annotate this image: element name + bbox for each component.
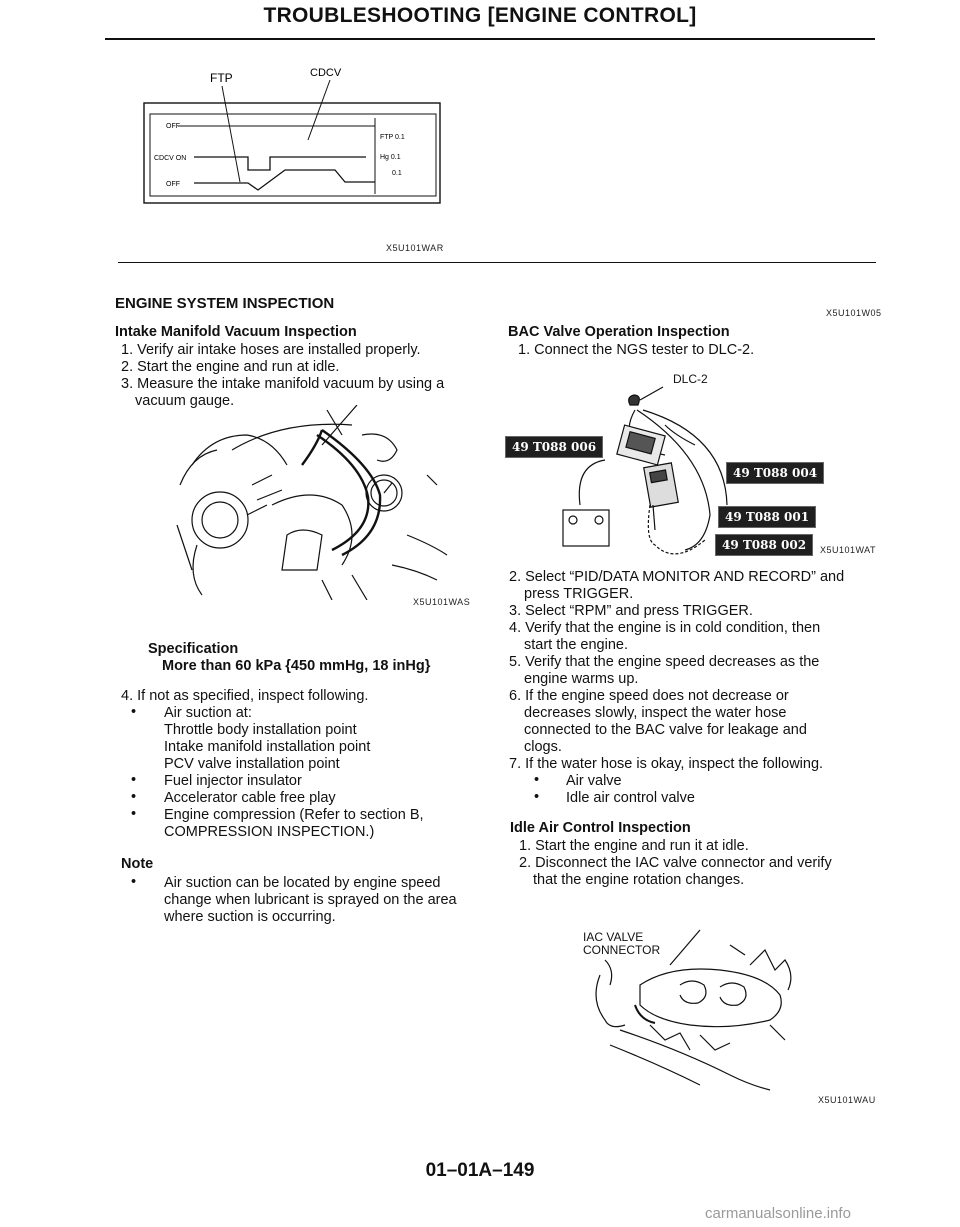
intake-step-3: 3. Measure the intake manifold vacuum by using a (121, 376, 445, 392)
bullet-dot-2: • (131, 789, 137, 805)
callout-t088-002: 49 T088 002 (716, 535, 812, 555)
iac-step-1: 1. Start the engine and run it at idle. (519, 838, 749, 854)
callout-t088-004: 49 T088 004 (727, 463, 823, 483)
note-line-1: Air suction can be located by engine speed (164, 875, 441, 891)
graph-label-off-2: OFF (166, 181, 180, 188)
section-rule (118, 262, 876, 263)
top-figure-code: X5U101WAR (386, 243, 444, 253)
bac-step-5: 5. Verify that the engine speed decreases as the (509, 654, 820, 670)
air-point-1: Throttle body installation point (164, 722, 357, 738)
callout-t088-001: 49 T088 001 (719, 507, 815, 527)
bac-step-6: 6. If the engine speed does not decrease or (509, 688, 789, 704)
bac-step-1: 1. Connect the NGS tester to DLC-2. (518, 342, 755, 358)
bac-step-3: 3. Select “RPM” and press TRIGGER. (509, 603, 753, 619)
ftp-label: FTP (210, 71, 233, 85)
intake-title: Intake Manifold Vacuum Inspection (115, 324, 357, 340)
header-rule (105, 38, 875, 40)
vacuum-gauge-illustration (172, 405, 462, 600)
note-dot: • (131, 874, 137, 890)
graph-right-label-2: Hg 0.1 (380, 154, 401, 161)
intake-step-2: 2. Start the engine and run at idle. (121, 359, 340, 375)
bullet-dot-3: • (131, 806, 137, 822)
step7-bullet-air-valve: Air valve (566, 773, 622, 789)
watermark-logo: carmanualsonline.info (705, 1205, 851, 1222)
bac-step-6-cont-2: connected to the BAC valve for leakage and (524, 722, 807, 738)
bac-step-2-cont: press TRIGGER. (524, 586, 634, 602)
iac-title: Idle Air Control Inspection (510, 820, 691, 836)
iac-figure-code: X5U101WAU (818, 1095, 876, 1105)
step7-dot-1: • (534, 772, 540, 788)
bullet-dot-1: • (131, 772, 137, 788)
air-point-2: Intake manifold installation point (164, 739, 371, 755)
bullet-compression-cont: COMPRESSION INSPECTION.) (164, 824, 375, 840)
intake-step-1: 1. Verify air intake hoses are installed properly. (121, 342, 421, 358)
right-top-code: X5U101W05 (826, 308, 882, 318)
ftp-cdcv-graph (130, 60, 450, 220)
graph-label-off-1: OFF (166, 123, 180, 130)
iac-label-valve: IAC VALVE (583, 930, 644, 944)
ngs-figure-code: X5U101WAT (820, 545, 877, 555)
bullet-air-suction: Air suction at: (164, 705, 252, 721)
vacuum-figure-code: X5U101WAS (413, 597, 471, 607)
bullet-fuel-injector: Fuel injector insulator (164, 773, 302, 789)
page-title: TROUBLESHOOTING [ENGINE CONTROL] (263, 4, 697, 27)
bullet-compression: Engine compression (Refer to section B, (164, 807, 424, 823)
dlc-label: DLC-2 (673, 372, 708, 386)
graph-right-label-1: FTP 0.1 (380, 134, 405, 141)
page-number: 01–01A–149 (425, 1160, 535, 1181)
iac-step-2: 2. Disconnect the IAC valve connector and verify (519, 855, 832, 871)
bac-title: BAC Valve Operation Inspection (508, 324, 730, 340)
spec-value: More than 60 kPa {450 mmHg, 18 inHg} (162, 658, 431, 674)
section-title: ENGINE SYSTEM INSPECTION (115, 295, 335, 312)
bac-step-6-cont-1: decreases slowly, inspect the water hose (524, 705, 787, 721)
iac-label-connector: CONNECTOR (583, 943, 661, 957)
bac-step-5-cont: engine warms up. (524, 671, 639, 687)
bac-step-2: 2. Select “PID/DATA MONITOR AND RECORD” and (509, 569, 845, 585)
bac-step-7: 7. If the water hose is okay, inspect the following. (509, 756, 824, 772)
graph-right-label-3: 0.1 (392, 170, 402, 177)
spec-title: Specification (148, 641, 239, 657)
cdcv-label: CDCV (310, 67, 342, 79)
graph-label-cdcv-on: CDCV ON (154, 155, 187, 162)
intake-step-3-cont: vacuum gauge. (135, 393, 235, 409)
note-title: Note (121, 856, 154, 872)
iac-valve-illustration (580, 925, 820, 1095)
note-line-3: where suction is occurring. (164, 909, 336, 925)
bullet-accelerator: Accelerator cable free play (164, 790, 336, 806)
callout-t088-006: 49 T088 006 (506, 437, 602, 457)
step7-bullet-iac-valve: Idle air control valve (566, 790, 695, 806)
bac-step-4-cont: start the engine. (524, 637, 628, 653)
bac-step-4: 4. Verify that the engine is in cold condition, then (509, 620, 821, 636)
iac-step-2-cont: that the engine rotation changes. (533, 872, 745, 888)
air-point-3: PCV valve installation point (164, 756, 340, 772)
note-line-2: change when lubricant is sprayed on the area (164, 892, 457, 908)
bullet-air-dot: • (131, 704, 137, 720)
step7-dot-2: • (534, 789, 540, 805)
step-4: 4. If not as specified, inspect following. (121, 688, 369, 704)
bac-step-6-cont-3: clogs. (524, 739, 562, 755)
